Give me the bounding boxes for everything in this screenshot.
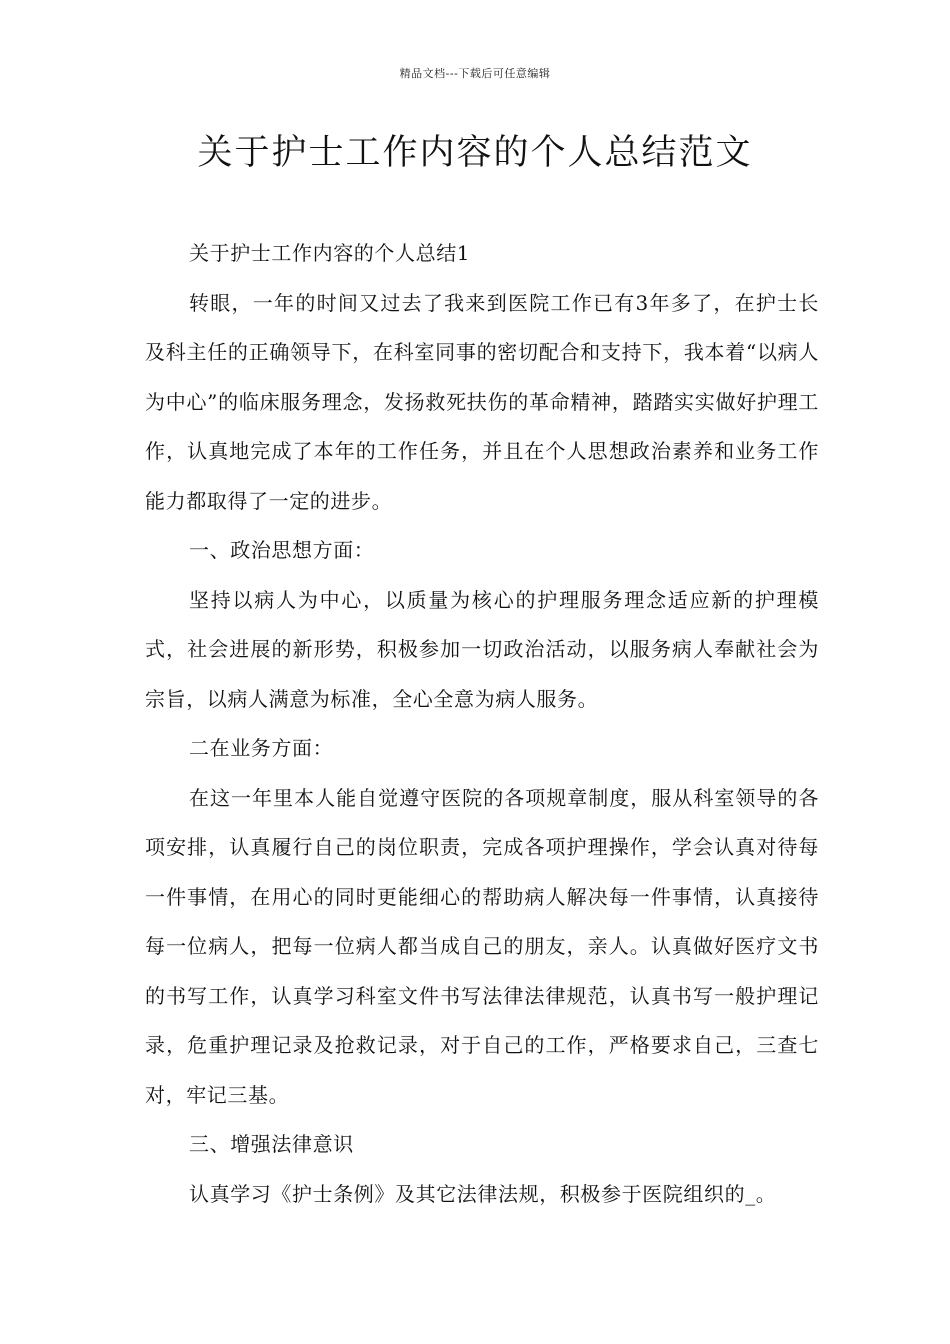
section-heading-law: 三、增强法律意识 (189, 1132, 354, 1156)
document-title: 关于护士工作内容的个人总结范文 (197, 133, 753, 173)
body-paragraph: 认真学习《护士条例》及其它法律法规，积极参于医院组织的_。 (189, 1181, 777, 1206)
document-body (145, 229, 819, 1219)
section-heading-politics: 一、政治思想方面： (189, 538, 375, 562)
section-subtitle: 关于护士工作内容的个人总结1 (189, 241, 471, 265)
section-heading-business: 二在业务方面： (189, 736, 334, 760)
body-paragraph: 坚持以病人为中心，以质量为核心的护理服务理念适应新的护理模式，社会进展的新形势，积极参加一切政治活动，以服务病人奉献社会为宗旨，以病人满意为标准，全心全意为病人服务。 (145, 587, 819, 711)
header-note: 精品文档---下载后可任意编辑 (399, 67, 551, 80)
body-paragraph: 转眼，一年的时间又过去了我来到医院工作已有3年多了，在护士长及科主任的正确领导下，在科室同事的密切配合和支持下，我本着“以病人为中心”的临床服务理念，发扬救死扶伤的革命精神，踏踏实实做好护理工作，认真地完成了本年的工作任务，并且在个人思想政治素养和业务工作能力都取得了一定的进步。 (145, 290, 819, 513)
body-paragraph: 在这一年里本人能自觉遵守医院的各项规章制度，服从科室领导的各项安排，认真履行自己的岗位职责，完成各项护理操作，学会认真对待每一件事情，在用心的同时更能细心的帮助病人解决每一件事情，认真接待每一位病人，把每一位病人都当成自己的朋友，亲人。认真做好医疗文书的书写工作，认真学习科室文件书写法律法律规范，认真书写一般护理记录，危重护理记录及抢救记录，对于自己的工作，严格要求自己，三查七对，牢记三基。 (145, 785, 819, 1107)
